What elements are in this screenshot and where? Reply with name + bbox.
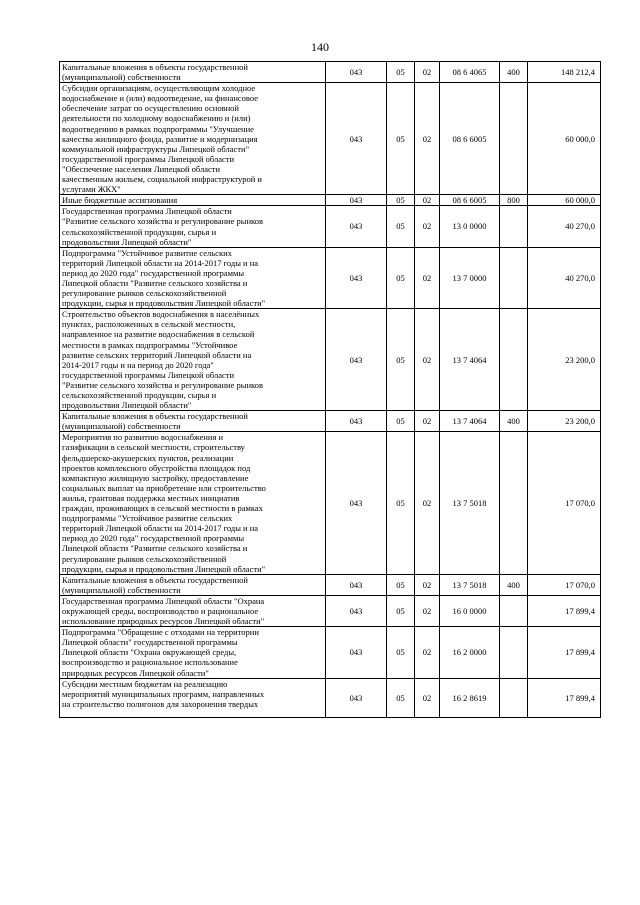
expense-kind-code bbox=[500, 206, 528, 247]
target-article-code: 08 6 6005 bbox=[440, 83, 500, 195]
table-row bbox=[60, 247, 601, 309]
amount: 17 899,4 bbox=[528, 678, 601, 717]
subsection-code: 02 bbox=[415, 247, 440, 309]
section-code: 05 bbox=[387, 627, 415, 678]
row-description-text: Иные бюджетные ассигнования bbox=[62, 195, 178, 206]
section-code: 05 bbox=[387, 206, 415, 247]
table-row bbox=[60, 195, 601, 206]
subsection-code: 02 bbox=[415, 309, 440, 411]
subsection-code: 02 bbox=[415, 195, 440, 206]
row-description bbox=[60, 62, 326, 83]
section-code: 05 bbox=[387, 595, 415, 626]
subsection-code: 02 bbox=[415, 62, 440, 83]
row-description-text: Государственная программа Липецкой области "Охрана окружающей среды, воспроизводство и рациональное использование природных ресурсов Липецкой области" bbox=[62, 595, 265, 627]
subsection-code: 02 bbox=[415, 627, 440, 678]
amount: 60 000,0 bbox=[528, 83, 601, 195]
ministry-code: 043 bbox=[326, 309, 387, 411]
amount: 17 070,0 bbox=[528, 432, 601, 574]
expense-kind-code: 400 bbox=[500, 411, 528, 432]
expense-kind-code: 400 bbox=[500, 574, 528, 595]
row-description bbox=[60, 195, 326, 206]
target-article-code: 13 7 5018 bbox=[440, 574, 500, 595]
amount: 60 000,0 bbox=[528, 195, 601, 206]
ministry-code: 043 bbox=[326, 83, 387, 195]
target-article-code: 16 2 8619 bbox=[440, 678, 500, 717]
row-description-text: Субсидии местным бюджетам на реализацию мероприятий муниципальных программ, направленных на строительство полигонов для захоронения твердых bbox=[62, 678, 265, 709]
expense-kind-code bbox=[500, 678, 528, 717]
budget-table bbox=[59, 61, 601, 718]
expense-kind-code bbox=[500, 595, 528, 626]
subsection-code: 02 bbox=[415, 678, 440, 717]
expense-kind-code bbox=[500, 309, 528, 411]
expense-kind-code bbox=[500, 83, 528, 195]
ministry-code: 043 bbox=[326, 432, 387, 574]
target-article-code: 13 7 4064 bbox=[440, 411, 500, 432]
ministry-code: 043 bbox=[326, 627, 387, 678]
ministry-code: 043 bbox=[326, 574, 387, 595]
row-description-text: Капитальные вложения в объекты государственной (муниципальной) собственности bbox=[62, 574, 248, 595]
subsection-code: 02 bbox=[415, 432, 440, 574]
expense-kind-code: 400 bbox=[500, 62, 528, 83]
amount: 17 070,0 bbox=[528, 574, 601, 595]
target-article-code: 16 2 0000 bbox=[440, 627, 500, 678]
table-row bbox=[60, 574, 601, 595]
row-description bbox=[60, 83, 326, 195]
subsection-code: 02 bbox=[415, 206, 440, 247]
amount: 40 270,0 bbox=[528, 247, 601, 309]
amount: 148 212,4 bbox=[528, 62, 601, 83]
budget-table-body bbox=[60, 62, 601, 718]
target-article-code: 13 7 5018 bbox=[440, 432, 500, 574]
amount: 23 200,0 bbox=[528, 411, 601, 432]
expense-kind-code bbox=[500, 432, 528, 574]
table-row bbox=[60, 62, 601, 83]
row-description-text: Подпрограмма "Обращение с отходами на территории Липецкой области" государственной программы Липецкой области "Охрана окружающей среды, воспроизводство и рациональное использование природных ресурсов Липецкой области" bbox=[62, 627, 259, 678]
amount: 17 899,4 bbox=[528, 595, 601, 626]
subsection-code: 02 bbox=[415, 574, 440, 595]
row-description-text: Субсидии организациям, осуществляющим холодное водоснабжение и (или) водоотведение, на финансовое обеспечение затрат по осуществлению основной деятельности по холодному водоснабжению и (или) водоотведению в рамках подпрограммы "Улучшение качества жилищного фонда, развитие и модернизация коммунальной инфраструктуры Липецкой области" государственной программы Липецкой области "Обеспечение населения Липецкой области качественным жильем, социальной инфраструктурой и услугами ЖКХ" bbox=[62, 83, 262, 195]
section-code: 05 bbox=[387, 432, 415, 574]
target-article-code: 13 7 4064 bbox=[440, 309, 500, 411]
expense-kind-code bbox=[500, 247, 528, 309]
subsection-code: 02 bbox=[415, 595, 440, 626]
ministry-code: 043 bbox=[326, 195, 387, 206]
row-description bbox=[60, 309, 326, 411]
ministry-code: 043 bbox=[326, 411, 387, 432]
section-code: 05 bbox=[387, 309, 415, 411]
amount: 40 270,0 bbox=[528, 206, 601, 247]
ministry-code: 043 bbox=[326, 62, 387, 83]
row-description bbox=[60, 206, 326, 247]
section-code: 05 bbox=[387, 574, 415, 595]
amount: 23 200,0 bbox=[528, 309, 601, 411]
section-code: 05 bbox=[387, 195, 415, 206]
row-description-text: Государственная программа Липецкой области "Развитие сельского хозяйства и регулирование рынков сельскохозяйственной продукции, сырья и продовольствия Липецкой области" bbox=[62, 206, 263, 247]
section-code: 05 bbox=[387, 247, 415, 309]
table-row bbox=[60, 411, 601, 432]
row-description-text: Капитальные вложения в объекты государственной (муниципальной) собственности bbox=[62, 411, 248, 432]
row-description bbox=[60, 678, 326, 717]
expense-kind-code bbox=[500, 627, 528, 678]
row-description-text: Строительство объектов водоснабжения в населённых пунктах, расположенных в сельской местности, направленное на развитие водоснабжения в сельской местности в рамках подпрограммы "Устойчивое развитие сельских территорий Липецкой области на 2014-2017 годы и на период до 2020 года" государственной программы Липецкой области "Развитие сельского хозяйства и регулирование рынков сельскохозяйственной продукции, сырья и продовольствия Липецкой области" bbox=[62, 309, 263, 411]
table-row bbox=[60, 206, 601, 247]
target-article-code: 16 0 0000 bbox=[440, 595, 500, 626]
section-code: 05 bbox=[387, 678, 415, 717]
ministry-code: 043 bbox=[326, 678, 387, 717]
subsection-code: 02 bbox=[415, 83, 440, 195]
row-description bbox=[60, 595, 326, 626]
row-description bbox=[60, 574, 326, 595]
target-article-code: 13 7 0000 bbox=[440, 247, 500, 309]
row-description bbox=[60, 411, 326, 432]
page-number: 140 bbox=[311, 40, 329, 54]
expense-kind-code: 800 bbox=[500, 195, 528, 206]
row-description-text: Подпрограмма "Устойчивое развитие сельских территорий Липецкой области на 2014-2017 годы и на период до 2020 года" государственной программы Липецкой области "Развитие сельского хозяйства и регулирование рынков сельскохозяйственной продукции, сырья и продовольствия Липецкой области" bbox=[62, 247, 266, 309]
section-code: 05 bbox=[387, 411, 415, 432]
row-description bbox=[60, 432, 326, 574]
table-row bbox=[60, 83, 601, 195]
table-row bbox=[60, 627, 601, 678]
section-code: 05 bbox=[387, 62, 415, 83]
target-article-code: 08 6 4065 bbox=[440, 62, 500, 83]
table-row bbox=[60, 432, 601, 574]
subsection-code: 02 bbox=[415, 411, 440, 432]
row-description bbox=[60, 627, 326, 678]
section-code: 05 bbox=[387, 83, 415, 195]
row-description-text: Капитальные вложения в объекты государственной (муниципальной) собственности bbox=[62, 62, 248, 83]
amount: 17 899,4 bbox=[528, 627, 601, 678]
ministry-code: 043 bbox=[326, 206, 387, 247]
table-row bbox=[60, 678, 601, 717]
row-description-text: Мероприятия по развитию водоснабжения и газификации в сельской местности, строительству фельдшерско-акушерских пунктов, реализации проектов комплексного обустройства площадок под компактную жилищную застройку, предоставление социальных выплат на приобретение или строительство жилья, грантовая поддержка местных инициатив граждан, проживающих в сельской местности в рамках подпрограммы "Устойчивое развитие сельских территорий Липецкой области на 2014-2017 годы и на период до 2020 года" государственной программы Липецкой области "Развитие сельского хозяйства и регулирование рынков сельскохозяйственной продукции, сырья и продовольствия Липецкой области" bbox=[62, 432, 266, 574]
target-article-code: 13 0 0000 bbox=[440, 206, 500, 247]
ministry-code: 043 bbox=[326, 595, 387, 626]
row-description bbox=[60, 247, 326, 309]
target-article-code: 08 6 6005 bbox=[440, 195, 500, 206]
table-row bbox=[60, 309, 601, 411]
table-row bbox=[60, 595, 601, 626]
ministry-code: 043 bbox=[326, 247, 387, 309]
